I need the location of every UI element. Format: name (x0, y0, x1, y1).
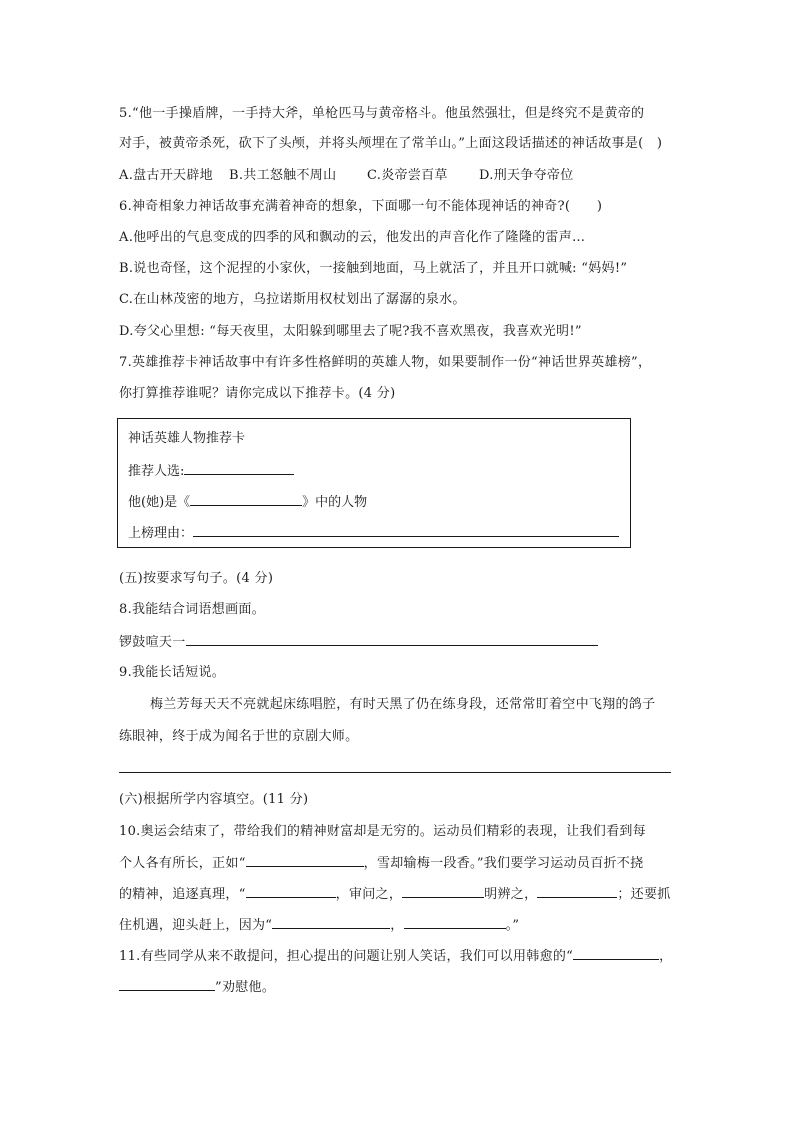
card-story-row (128, 492, 367, 513)
q10-text: 明辨之， (484, 887, 538, 902)
q10-line4 (119, 915, 679, 936)
q9-answer-line[interactable] (119, 772, 671, 773)
section6-title: (六)根据所学内容填空。(11 分) (119, 792, 309, 807)
q10-blank-4[interactable] (537, 884, 617, 898)
q6-stem: 6.神奇相象力神话故事充满着神奇的想象，下面哪一句不能体现神话的神奇?( ) (119, 199, 603, 214)
q10-text: 住机遇，迎头赶上，因为“ (119, 918, 273, 933)
q5-option-c: C.炎帝尝百草 (367, 168, 448, 183)
q10-text: ，雪却输梅一段香。”我们要学习运动员百折不挠 (363, 856, 644, 871)
q7-stem-line2: 你打算推荐谁呢？请你完成以下推荐卡。(4 分) (119, 386, 396, 401)
q5-option-b: B.共工怒触不周山 (229, 168, 337, 183)
card-reason-label: 上榜理由： (128, 526, 194, 541)
section5-title: (五)按要求写句子。(4 分) (119, 571, 274, 586)
q8-answer-blank[interactable] (186, 632, 598, 646)
q9-passage-line2: 练眼神，终于成为闻名于世的京剧大师。 (119, 729, 359, 744)
q9-passage-line1: 梅兰芳每天天不亮就起床练唱腔，有时天黑了仍在练身段，还常常盯着空中飞翔的鸽子 (150, 697, 656, 712)
q10-text: 。” (505, 918, 520, 933)
q11-blank-2[interactable] (119, 977, 215, 991)
q10-text: 个人各有所长，正如“ (119, 856, 246, 871)
q9-stem: 9.我能长话短说。 (119, 665, 226, 680)
q11-text: 11.有些同学从来不敢提问，担心提出的问题让别人笑话，我们可以用韩愈的“ (119, 949, 574, 964)
q6-option-a: A.他呼出的气息变成的四季的风和飘动的云，他发出的声音化作了隆隆的雷声… (119, 230, 586, 245)
q11-blank-1[interactable] (573, 946, 659, 960)
card-reason-blank[interactable] (193, 523, 619, 537)
q10-blank-5[interactable] (272, 915, 390, 929)
q5-option-d: D.刑天争夺帝位 (479, 168, 574, 183)
q10-line1: 10.奥运会结束了，带给我们的精神财富却是无穷的。运动员们精彩的表现，让我们看到每 (119, 824, 646, 839)
card-person-blank[interactable] (184, 461, 294, 475)
q6-option-d: D.夸父心里想: “每天夜里，太阳躲到哪里去了呢?我不喜欢黑夜，我喜欢光明!” (119, 324, 582, 339)
q6-option-c: C.在山林茂密的地方，乌拉诺斯用权杖划出了潺潺的泉水。 (119, 292, 466, 307)
card-title: 神话英雄人物推荐卡 (128, 431, 246, 446)
card-person-label: 推荐人选: (128, 464, 185, 479)
card-story-suffix: 》中的人物 (302, 495, 368, 510)
q10-text: ， (390, 918, 404, 933)
q10-blank-6[interactable] (404, 915, 506, 929)
q8-answer-row (119, 632, 679, 653)
q10-text: ，审问之， (335, 887, 403, 902)
card-story-prefix: 他(她)是《 (128, 495, 191, 510)
q5-option-a: A.盘古开天辟地 (119, 168, 213, 183)
q10-blank-1[interactable] (246, 853, 364, 867)
q10-line3 (119, 884, 679, 905)
card-person-row (128, 461, 294, 482)
q11-line1 (119, 946, 679, 967)
q11-text: ”劝慰他。 (215, 980, 276, 995)
q5-stem-line2: 对手，被黄帝杀死，砍下了头颅，并将头颅埋在了常羊山。”上面这段话描述的神话故事是( ) (119, 136, 663, 151)
q8-stem: 8.我能结合词语想画面。 (119, 602, 266, 617)
q8-phrase: 锣鼓喧天一 (119, 635, 186, 650)
recommendation-card (117, 418, 631, 548)
q10-blank-2[interactable] (246, 884, 336, 898)
card-story-blank[interactable] (190, 492, 302, 506)
q7-stem-line1: 7.英雄推荐卡神话故事中有许多性格鲜明的英雄人物，如果要制作一份“神话世界英雄榜”， (119, 355, 652, 370)
q10-text: ；还要抓 (617, 887, 671, 902)
card-reason-row (128, 523, 619, 544)
q10-blank-3[interactable] (402, 884, 484, 898)
q6-option-b: B.说也奇怪，这个泥捏的小家伙，一接触到地面，马上就活了，并且开口就喊: “妈妈!” (119, 261, 628, 276)
q10-line2 (119, 853, 679, 874)
q5-stem-line1: 5.“他一手操盾牌，一手持大斧，单枪匹马与黄帝格斗。他虽然强壮，但是终究不是黄帝的 (119, 106, 645, 121)
q10-text: 的精神，追逐真理，“ (119, 887, 246, 902)
q11-line2 (119, 977, 679, 998)
q11-text: ， (659, 949, 673, 964)
q5-options (119, 166, 679, 186)
